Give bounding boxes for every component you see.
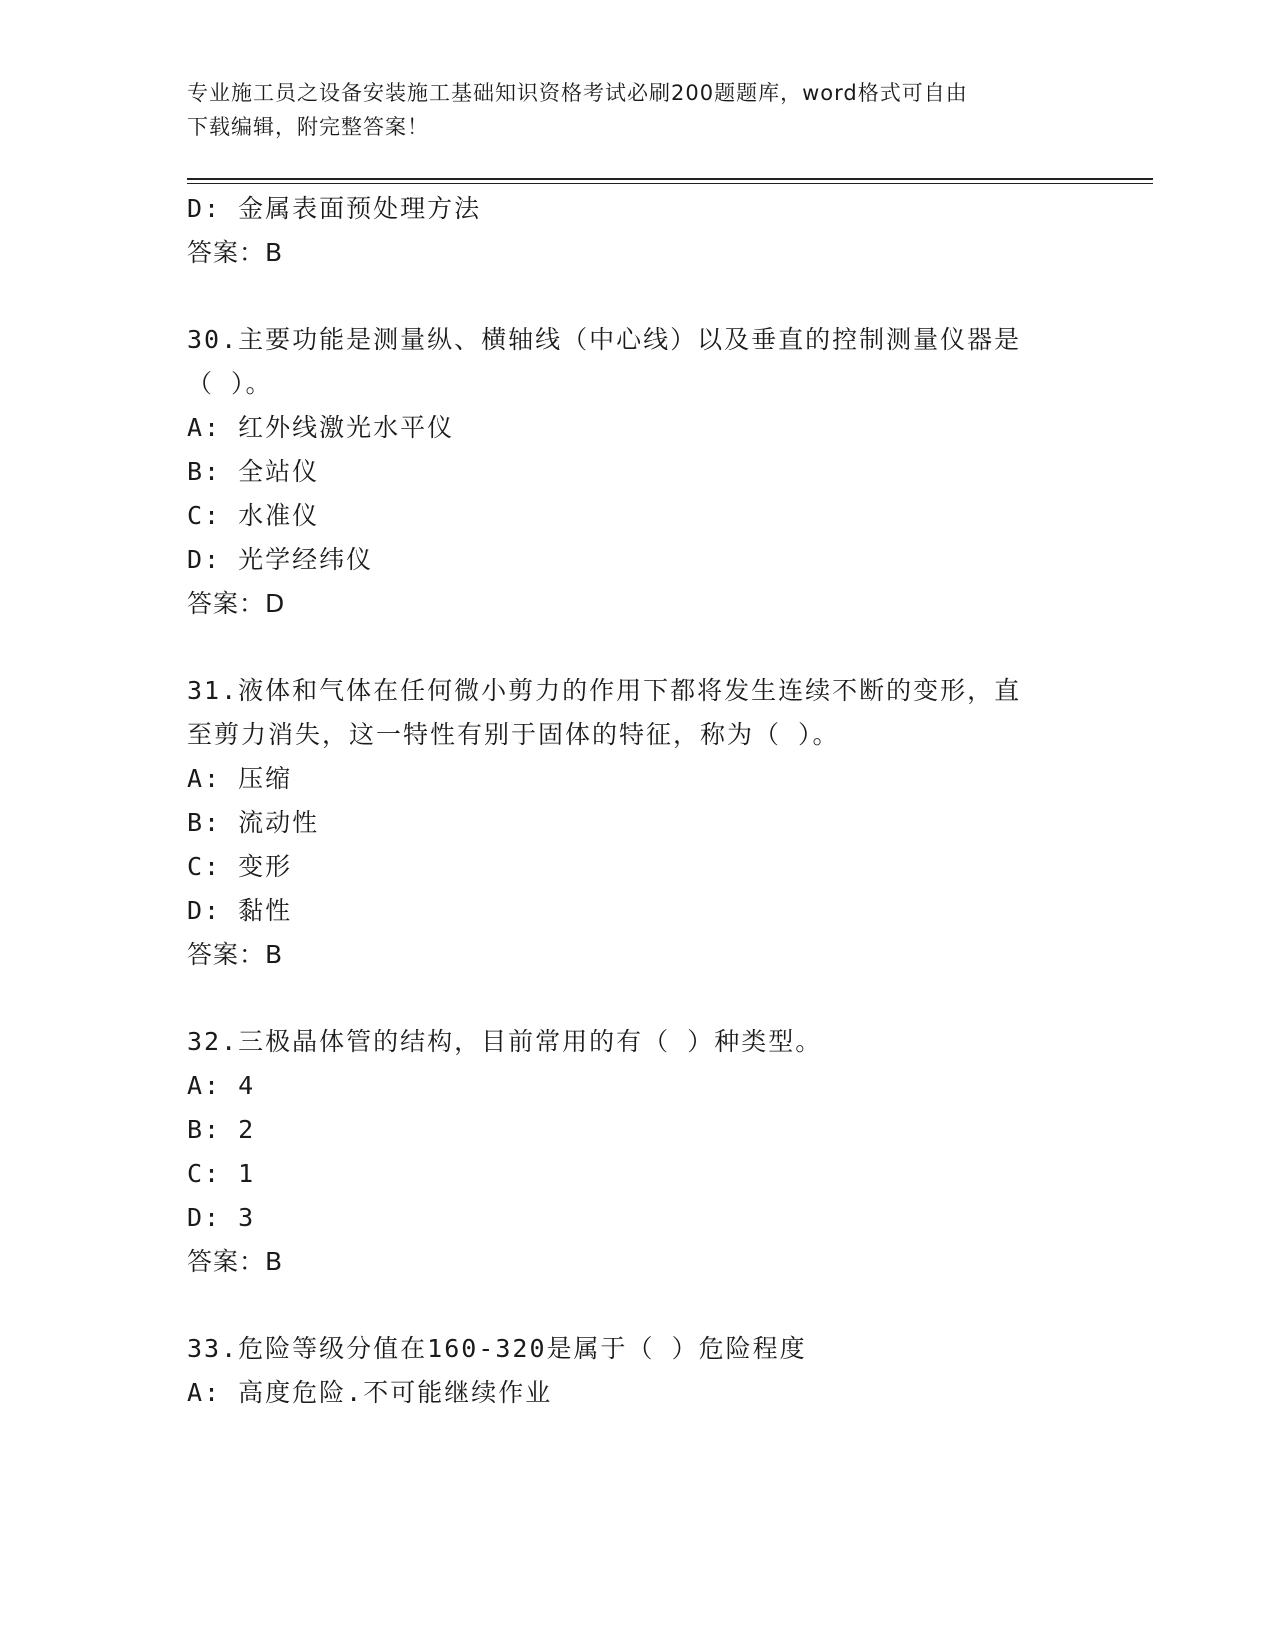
q31-option-d: D: 黏性 [187,896,293,925]
header-title-line1: 专业施工员之设备安装施工基础知识资格考试必刷200题题库，word格式可自由 [187,81,968,105]
q31-option-a: A: 压缩 [187,764,293,793]
header-title-line2: 下载编辑，附完整答案！ [187,115,429,139]
q31-answer: 答案：B [187,940,284,969]
q33-option-a: A: 高度危险.不可能继续作业 [187,1378,553,1407]
q30-option-d: D: 光学经纬仪 [187,545,374,574]
q31-stem-line1: 31.液体和气体在任何微小剪力的作用下都将发生连续不断的变形，直 [187,676,1022,705]
q31-option-b: B: 流动性 [187,808,320,837]
q32-option-c: C: 1 [187,1159,256,1188]
prev-answer: 答案：B [187,238,284,267]
q32-answer: 答案：B [187,1247,284,1276]
q32-option-b: B: 2 [187,1115,256,1144]
q33-stem-line1: 33.危险等级分值在160-320是属于（ ）危险程度 [187,1334,807,1363]
q32-option-d: D: 3 [187,1203,256,1232]
q31-option-c: C: 变形 [187,852,293,881]
q32-option-a: A: 4 [187,1071,256,1100]
q30-option-a: A: 红外线激光水平仪 [187,413,455,442]
q32-stem-line1: 32.三极晶体管的结构，目前常用的有（ ）种类型。 [187,1027,823,1056]
header-divider-thick [187,178,1153,180]
q30-answer: 答案：D [187,589,286,618]
q30-stem-line2: （ ）。 [187,369,273,398]
q30-option-c: C: 水准仪 [187,501,320,530]
q30-option-b: B: 全站仪 [187,457,320,486]
q30-stem-line1: 30.主要功能是测量纵、横轴线（中心线）以及垂直的控制测量仪器是 [187,325,1022,354]
page-header [187,76,1067,144]
header-divider-thin [187,183,1153,184]
prev-option-d: D: 金属表面预处理方法 [187,194,482,223]
q31-stem-line2: 至剪力消失，这一特性有别于固体的特征，称为（ ）。 [187,720,840,749]
